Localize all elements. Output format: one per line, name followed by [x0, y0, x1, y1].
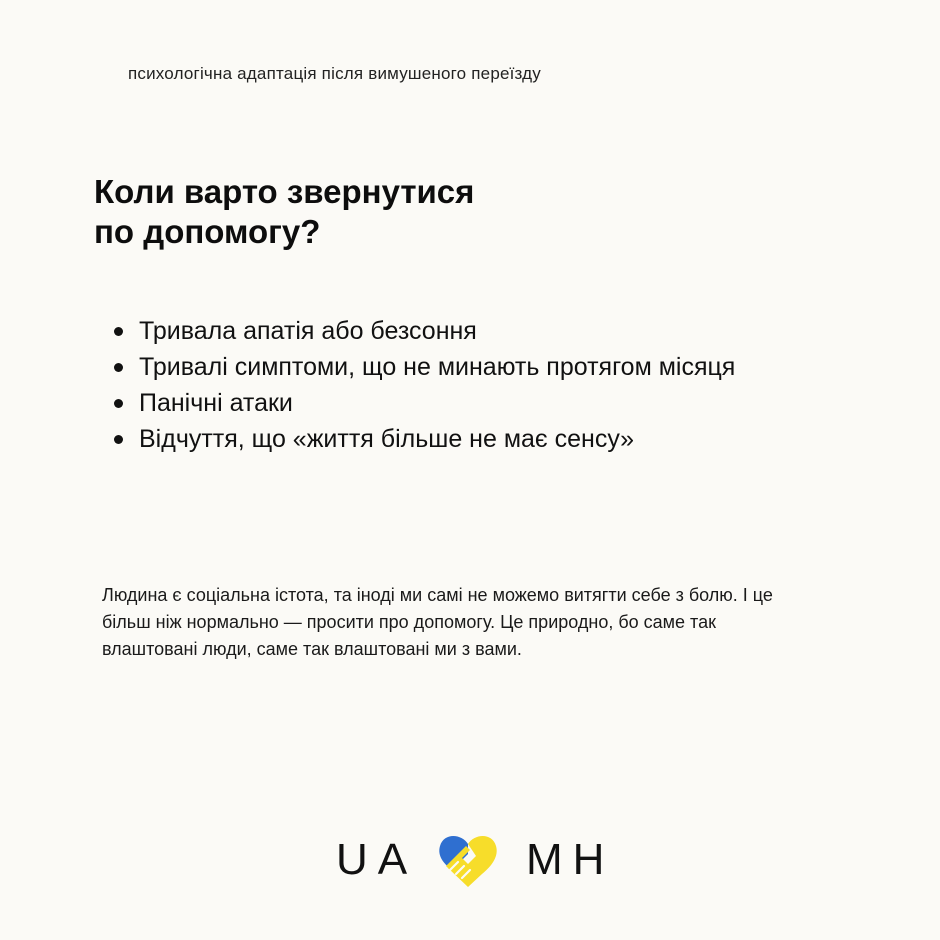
symptom-list: [110, 313, 800, 457]
bullet-icon: [114, 399, 123, 408]
bullet-icon: [114, 327, 123, 336]
list-item: [110, 385, 800, 421]
page-title-line-2: по допомогу?: [94, 213, 321, 250]
page-title: [94, 172, 654, 252]
logo-text-mh: MH: [526, 835, 615, 884]
bullet-icon: [114, 363, 123, 372]
list-item-text: Тривала апатія або безсоння: [139, 317, 477, 345]
heart-handshake-icon: [436, 832, 500, 890]
list-item: [110, 313, 800, 349]
list-item-text: Відчуття, що «життя більше не має сенсу»: [139, 425, 635, 453]
list-item-text: Панічні атаки: [139, 389, 293, 417]
ua-mh-logo: [330, 828, 630, 892]
list-item: [110, 421, 800, 457]
page-subtitle: психологічна адаптація після вимушеного переїзду: [128, 64, 541, 83]
list-item: [110, 349, 800, 385]
body-paragraph: Людина є соціальна істота, та іноді ми самі не можемо витягти себе з болю. І це більш ніж нормально — просити про допомогу. Це природно, бо саме так влаштовані люди, саме так влаштовані ми з вами.: [102, 585, 773, 659]
list-item-text: Тривалі симптоми, що не минають протягом місяця: [139, 353, 736, 381]
logo-text-ua: UA: [336, 835, 418, 884]
page-title-line-1: Коли варто звернутися: [94, 173, 475, 210]
bullet-icon: [114, 435, 123, 444]
